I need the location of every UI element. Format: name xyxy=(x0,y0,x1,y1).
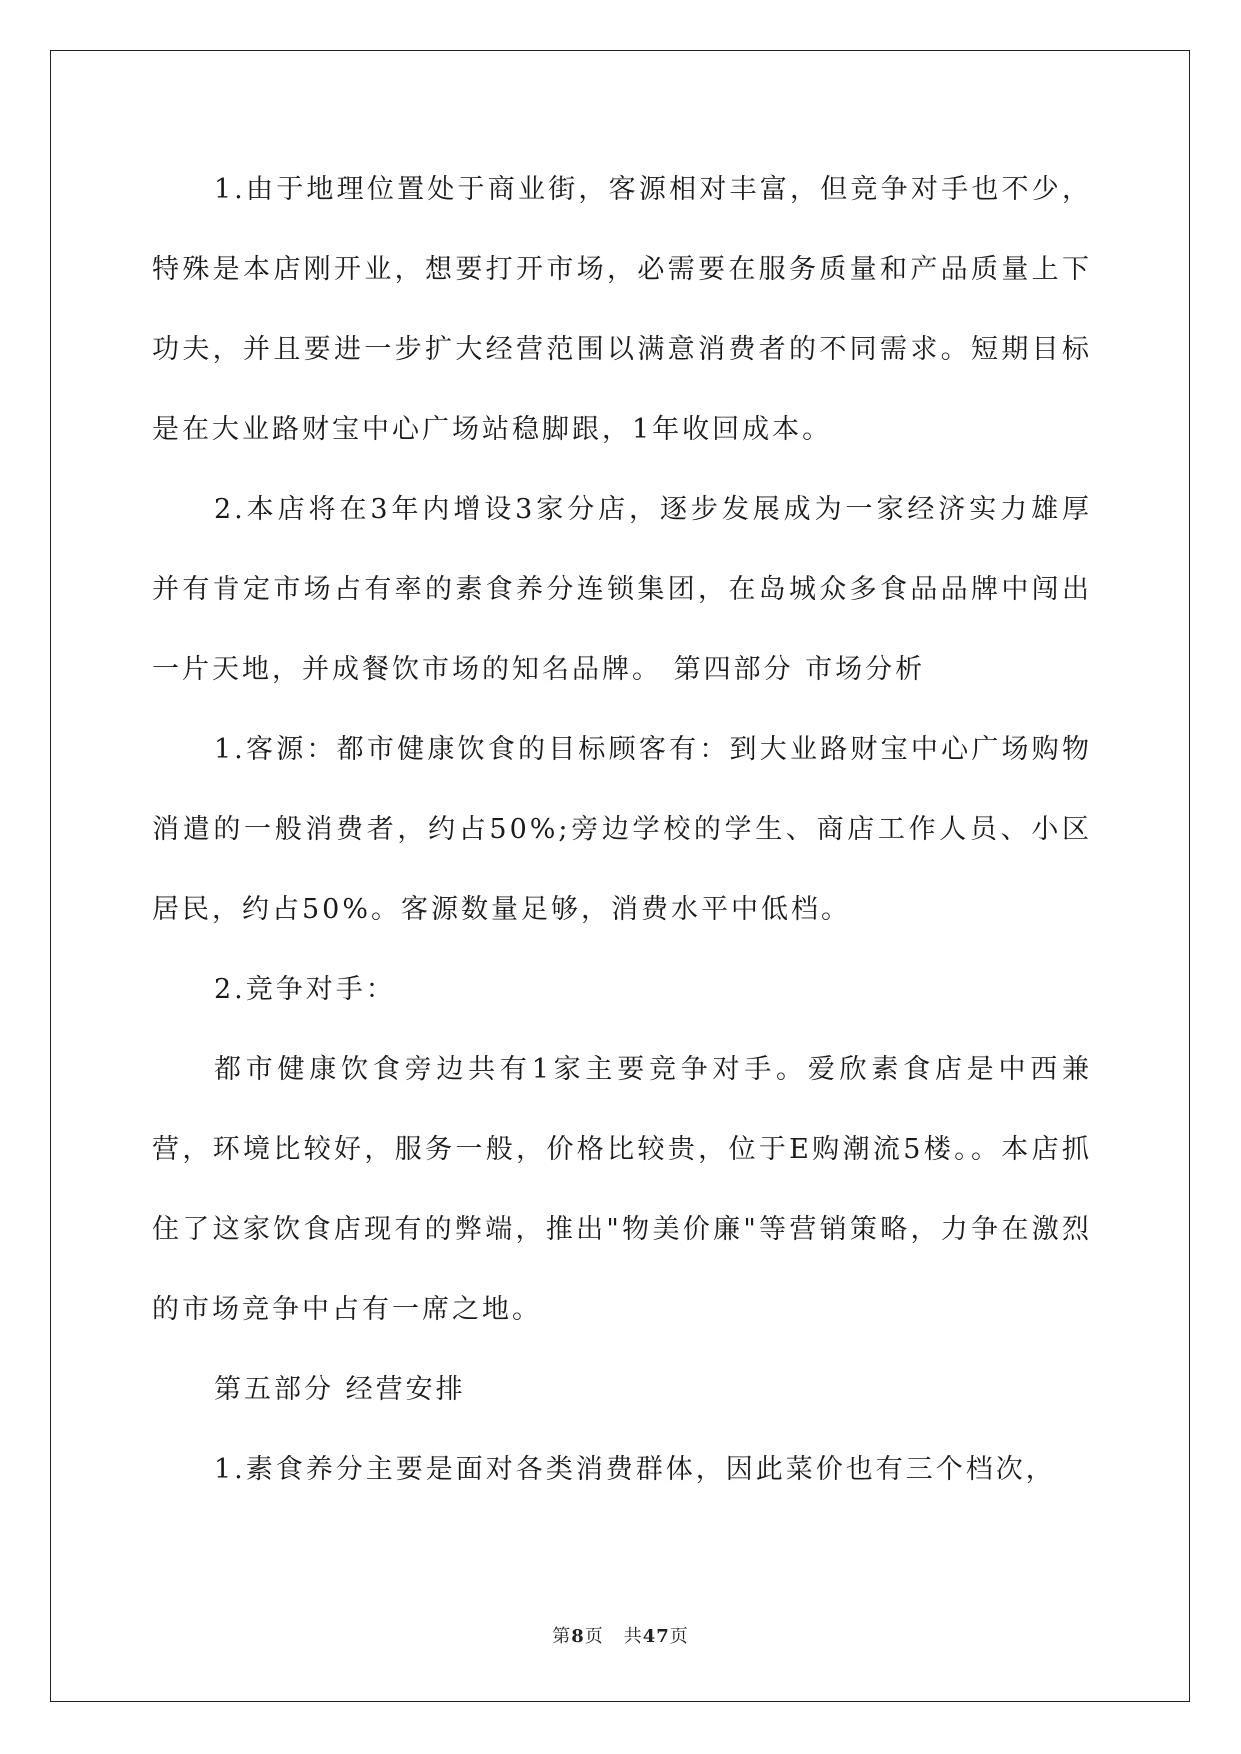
total-pages: 47 xyxy=(642,1626,670,1647)
document-body xyxy=(152,150,1092,1510)
total-suffix: 页 xyxy=(669,1626,689,1647)
paragraph-7: 1.素食养分主要是面对各类消费群体，因此菜价也有三个档次， xyxy=(214,1454,1056,1485)
page-number: 8 xyxy=(571,1626,585,1647)
page-suffix: 页 xyxy=(584,1626,604,1647)
paragraph-6: 第五部分 经营安排 xyxy=(214,1374,466,1405)
paragraph-2: 2.本店将在3年内增设3家分店，逐步发展成为一家经济实力雄厚并有肯定市场占有率的素食养分连锁集团，在岛城众多食品品牌中闯出一片天地，并成餐饮市场的知名品牌。 第四部分 市场分析 xyxy=(152,494,1092,685)
paragraph-1: 1.由于地理位置处于商业街，客源相对丰富，但竞争对手也不少，特殊是本店刚开业，想要打开市场，必需要在服务质量和产品质量上下功夫，并且要进一步扩大经营范围以满意消费者的不同需求。短期目标是在大业路财宝中心广场站稳脚跟，1年收回成本。 xyxy=(152,174,1092,445)
total-prefix: 共 xyxy=(623,1626,643,1647)
paragraph-5: 都市健康饮食旁边共有1家主要竞争对手。爱欣素食店是中西兼营，环境比较好，服务一般，价格比较贵，位于E购潮流5楼。。本店抓住了这家饮食店现有的弊端，推出"物美价廉"等营销策略，力争在激烈的市场竞争中占有一席之地。 xyxy=(152,1054,1092,1325)
paragraph-3: 1.客源：都市健康饮食的目标顾客有：到大业路财宝中心广场购物消遣的一般消费者，约占50%;旁边学校的学生、商店工作人员、小区居民，约占50%。客源数量足够，消费水平中低档。 xyxy=(152,734,1092,925)
paragraph-4: 2.竞争对手： xyxy=(214,974,396,1005)
page-prefix: 第 xyxy=(552,1626,572,1647)
page-footer xyxy=(0,1622,1241,1648)
